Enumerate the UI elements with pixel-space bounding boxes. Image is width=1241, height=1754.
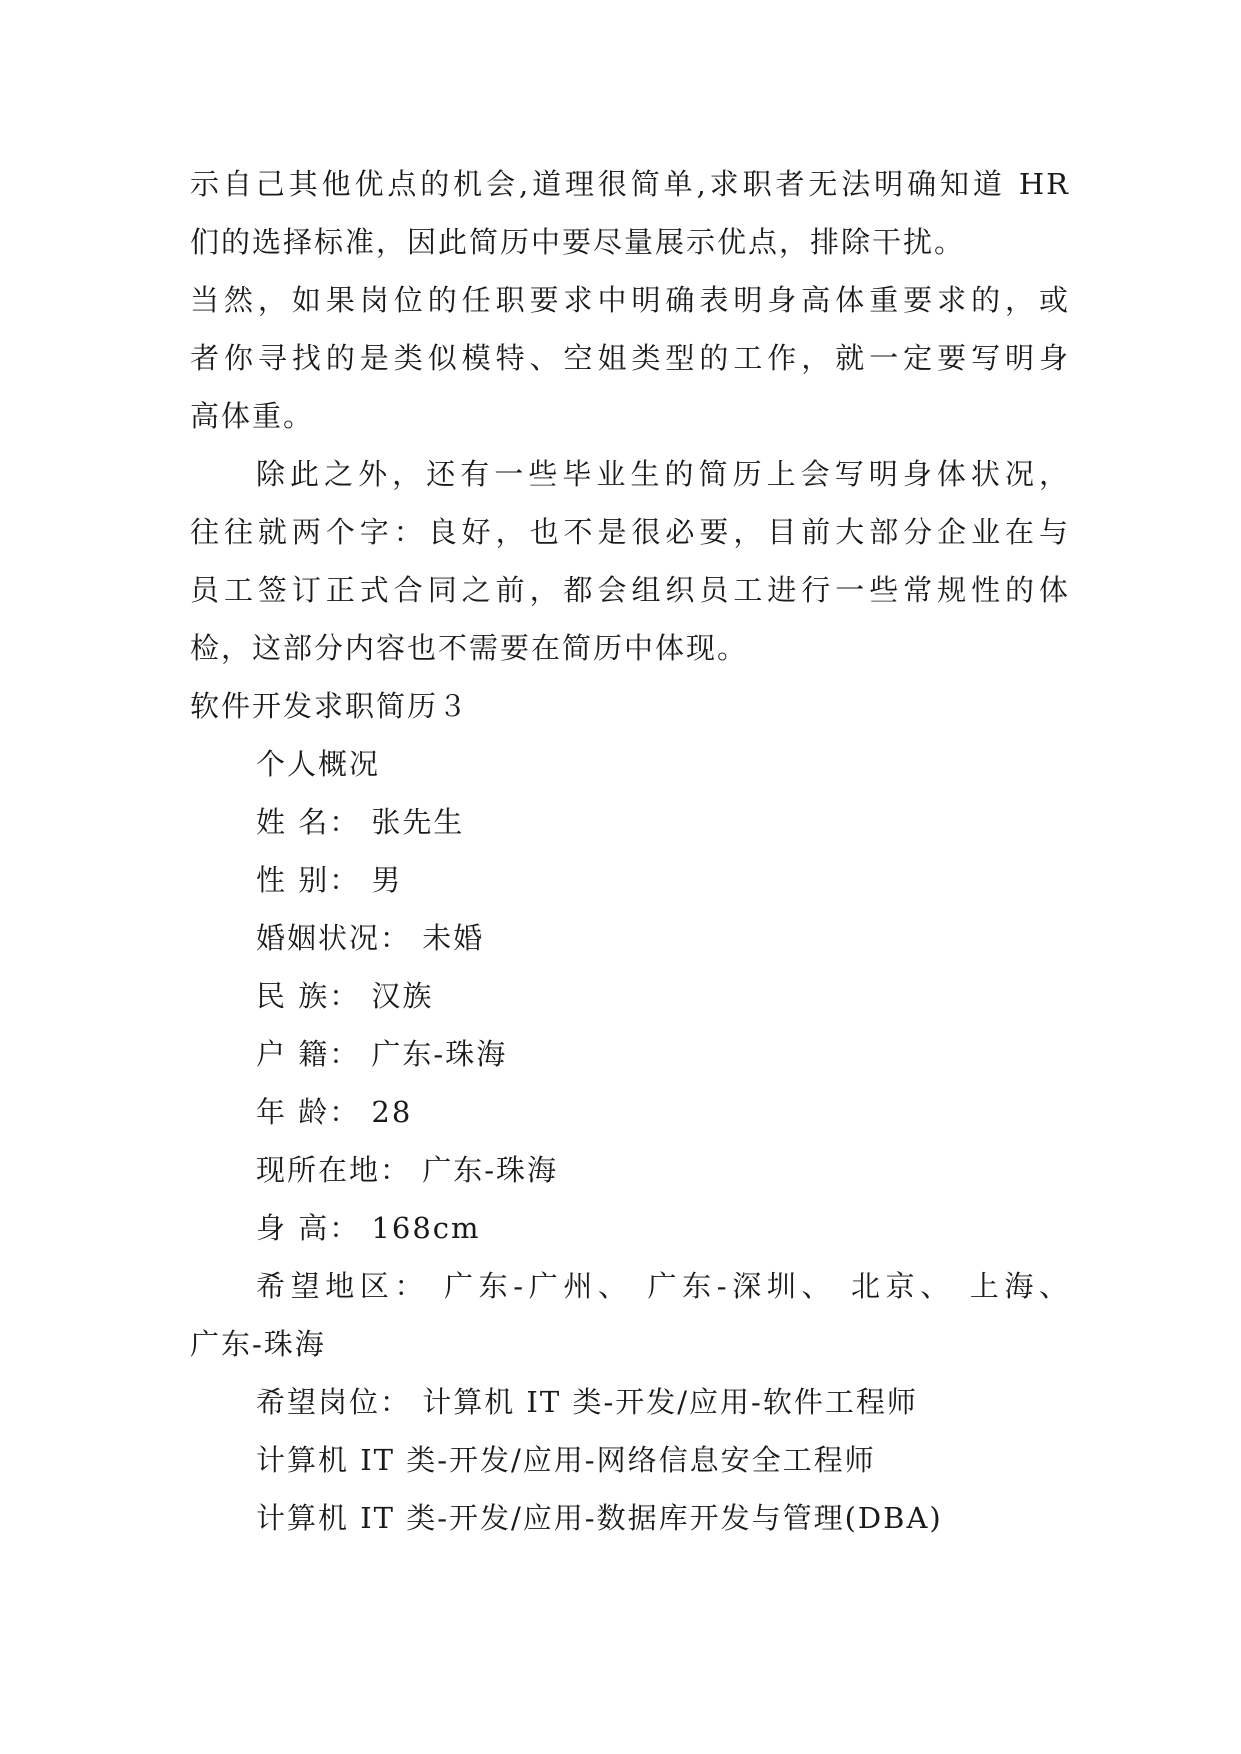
intro-paragraph-line: 当然，如果岗位的任职要求中明确表明身高体重要求的，或 (190, 283, 1070, 317)
field-desired-position-item: 计算机 IT 类-开发/应用-网络信息安全工程师 (256, 1443, 876, 1477)
field-desired-position: 希望岗位： 计算机 IT 类-开发/应用-软件工程师 (256, 1385, 918, 1419)
field-current-location: 现所在地： 广东-珠海 (256, 1153, 559, 1187)
field-name: 姓 名： 张先生 (256, 805, 465, 839)
intro-paragraph-line: 们的选择标准，因此简历中要尽量展示优点，排除干扰。 (190, 225, 966, 259)
field-household-registration: 户 籍： 广东-珠海 (256, 1037, 508, 1071)
resume-title: 软件开发求职简历３ (190, 689, 470, 723)
field-gender: 性 别： 男 (256, 863, 403, 897)
health-paragraph-line: 员工签订正式合同之前，都会组织员工进行一些常规性的体 (190, 573, 1070, 607)
intro-paragraph-line: 示自己其他优点的机会,道理很简单,求职者无法明确知道 HR (190, 167, 1070, 201)
intro-paragraph-line: 者你寻找的是类似模特、空姐类型的工作，就一定要写明身 (190, 341, 1070, 375)
field-age: 年 龄： 28 (256, 1095, 413, 1129)
field-height: 身 高： 168cm (256, 1211, 481, 1245)
field-desired-position-item: 计算机 IT 类-开发/应用-数据库开发与管理(DBA) (256, 1501, 943, 1535)
section-heading: 个人概况 (256, 747, 381, 781)
field-desired-region: 希望地区： 广东-广州、 广东-深圳、 北京、 上海、 (256, 1269, 1070, 1303)
health-paragraph-line: 往往就两个字：良好，也不是很必要，目前大部分企业在与 (190, 515, 1070, 549)
health-paragraph-line: 检，这部分内容也不需要在简历中体现。 (190, 631, 749, 665)
field-marital-status: 婚姻状况： 未婚 (256, 921, 485, 955)
health-paragraph-line: 除此之外，还有一些毕业生的简历上会写明身体状况， (256, 457, 1070, 491)
field-ethnicity: 民 族： 汉族 (256, 979, 434, 1013)
intro-paragraph-line: 高体重。 (190, 399, 315, 433)
field-desired-region-continued: 广东-珠海 (190, 1327, 326, 1361)
